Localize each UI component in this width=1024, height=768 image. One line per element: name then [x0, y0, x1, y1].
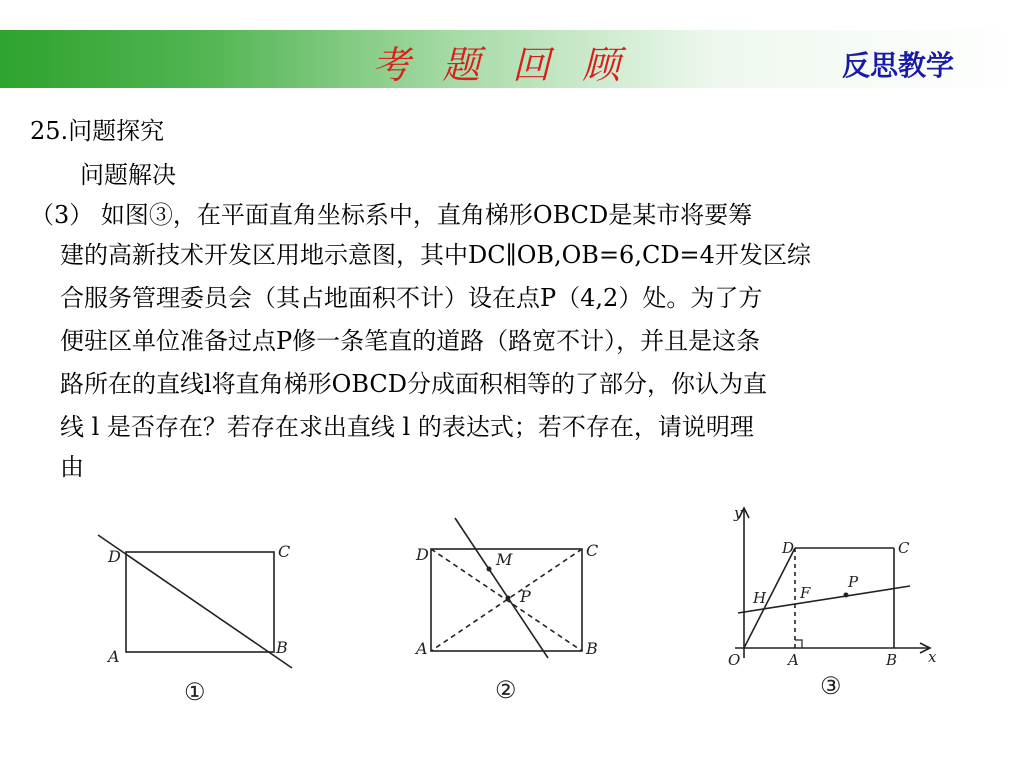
fig2-line-through-p: [455, 518, 548, 658]
problem-line-5: 路所在的直线l将直角梯形OBCD分成面积相等的了部分，你认为直: [60, 370, 768, 398]
fig2-label-p: P: [520, 587, 531, 606]
fig3-label-d: D: [782, 539, 795, 557]
fig2-label-c: C: [586, 541, 599, 560]
fig1-label-d: D: [108, 547, 121, 566]
fig3-label-p: P: [848, 573, 859, 591]
problem-line-1: （3） 如图③，在平面直角坐标系中，直角梯形OBCD是某市将要筹: [30, 201, 753, 229]
figure-3: [735, 508, 930, 658]
fig3-label-h: H: [753, 589, 767, 607]
problem-line-6: 线 l 是否存在？若存在求出直线 l 的表达式；若不存在，请说明理: [60, 413, 754, 441]
problem-line-3: 合服务管理委员会（其占地面积不计）设在点P（4,2）处。为了方: [60, 284, 763, 312]
fig3-label-a: A: [788, 651, 799, 669]
fig3-caption: ③: [820, 672, 842, 700]
figures-area: [0, 500, 1024, 768]
fig2-point-p: [506, 596, 511, 601]
fig1-label-c: C: [278, 542, 291, 561]
fig1-diagonal-line: [98, 535, 292, 668]
fig2-caption: ②: [495, 676, 517, 704]
fig1-label-b: B: [276, 638, 288, 657]
fig3-point-p: [844, 593, 849, 598]
fig2-label-b: B: [586, 639, 598, 658]
section-badge: 反思教学: [842, 49, 955, 82]
fig3-label-y: y: [734, 504, 743, 522]
fig3-right-angle-mark: [795, 640, 802, 648]
fig1-caption: ①: [184, 678, 206, 706]
fig2-label-m: M: [496, 550, 513, 569]
fig3-label-b: B: [886, 651, 898, 669]
problem-line-4: 便驻区单位准备过点P修一条笔直的道路（路宽不计），并且是这条: [60, 327, 761, 355]
problem-subtitle: 问题解决: [80, 161, 176, 189]
fig3-label-f: F: [800, 584, 811, 602]
fig2-label-d: D: [416, 545, 429, 564]
problem-line-7: 由: [60, 453, 84, 481]
figure-1: [98, 535, 292, 668]
problem-number-title: 25.问题探究: [30, 117, 165, 145]
fig3-label-c: C: [898, 539, 910, 557]
fig1-rectangle: [126, 552, 274, 652]
fig1-label-a: A: [108, 647, 120, 666]
figure-2: [431, 518, 582, 658]
page-title: 考 题 回 顾: [372, 43, 631, 87]
fig2-point-m: [487, 567, 492, 572]
fig3-side-od: [744, 548, 795, 648]
fig2-label-a: A: [416, 639, 428, 658]
fig3-label-o: O: [728, 651, 741, 669]
problem-line-2: 建的高新技术开发区用地示意图，其中DC∥OB,OB=6,CD=4开发区综: [60, 241, 811, 269]
fig3-label-x: x: [928, 648, 937, 666]
